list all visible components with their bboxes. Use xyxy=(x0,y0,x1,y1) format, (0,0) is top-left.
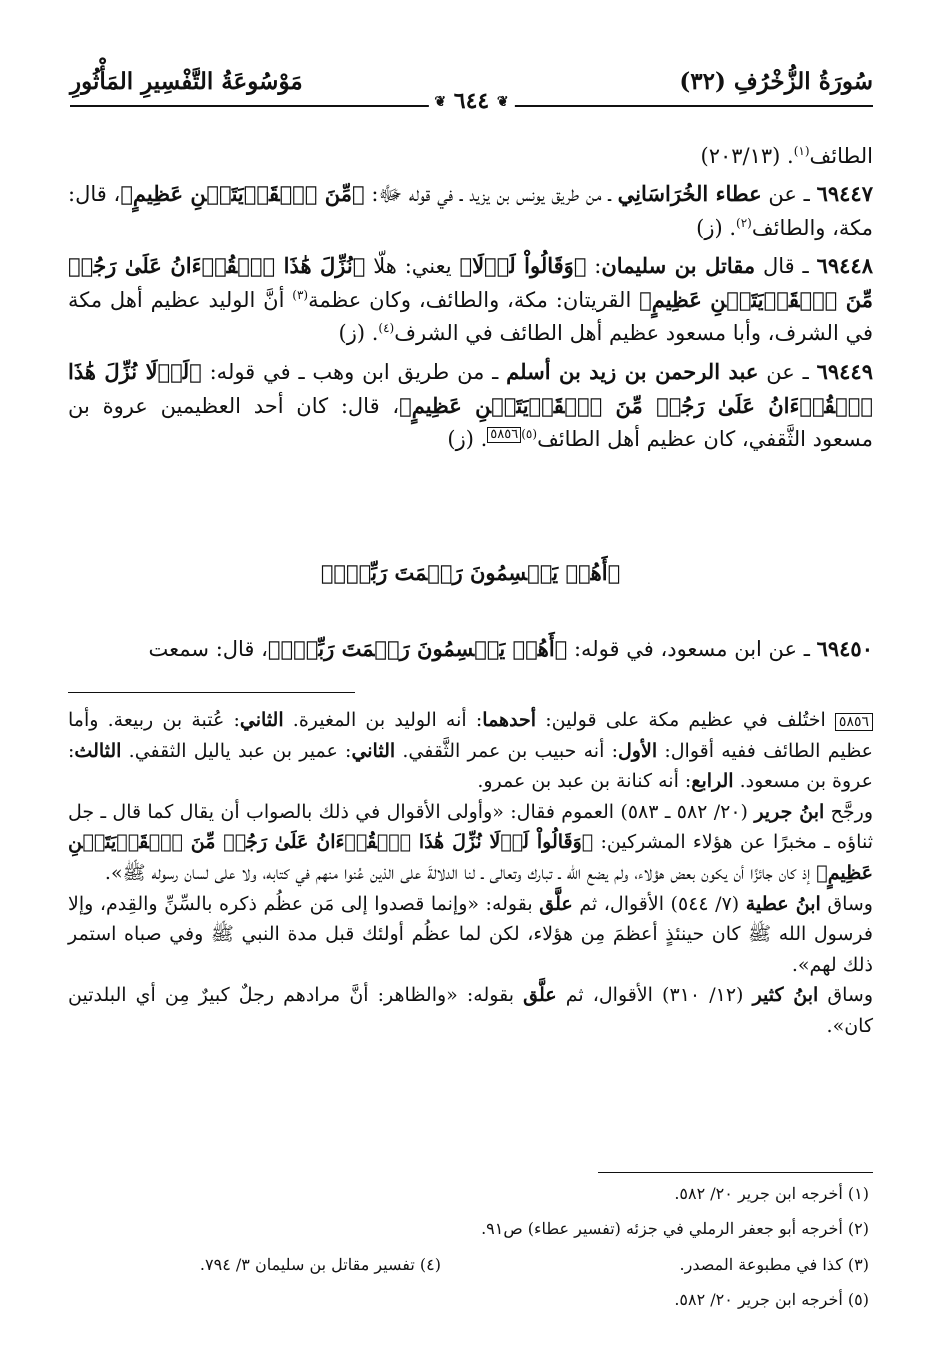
footnote-5: (٥) أخرجه ابن جرير ٢٠/ ٥٨٢. xyxy=(674,1290,869,1309)
quran-quote: ﴿مِّنَ ٱلۡقَرۡيَتَيۡنِ عَظِيمٍ﴾ xyxy=(120,181,365,207)
quran-quote: ﴿نُزِّلَ هَٰذَا ٱلۡقُرۡءَانُ عَلَىٰ رَجُلٖ مِّنَ ٱلۡقَرۡيَتَيۡنِ عَظِيمٍ﴾ xyxy=(68,252,873,313)
commentary-ref-box[interactable]: ٥٨٥٦ xyxy=(487,427,521,443)
footnote-3: (٣) كذا في مطبوعة المصدر. xyxy=(679,1255,869,1274)
commentary-notes xyxy=(68,705,873,1042)
commentary-ref-box: ٥٨٥٦ xyxy=(835,713,873,731)
footnote-marker: (٢) xyxy=(736,215,752,230)
footnote-2: (٢) أخرجه أبو جعفر الرملي في جزئه (تفسير عطاء) ص٩١. xyxy=(481,1219,869,1238)
note-paragraph: وساق ابنُ كثير (١٢/ ٣١٠) الأقوال، ثم علَّق بقوله: «والظاهر: أنَّ مرادهم رجلٌ كبيرٌ مِن أي البلدتين كان». xyxy=(68,984,873,1037)
ornament-icon: ❦ xyxy=(434,94,447,110)
footnote-marker: (٣) xyxy=(292,288,309,303)
quran-quote: ﴿أَهُمۡ يَقۡسِمُونَ رَحۡمَتَ رَبِّكَۚ﴾ xyxy=(267,636,568,661)
narration-number: ٦٩٤٥٠ xyxy=(816,636,873,661)
page-number-block xyxy=(428,88,514,114)
note-paragraph: وساق ابنُ عطية (٧/ ٥٤٤) الأقوال، ثم علَّق بقوله: «وإنما قصدوا إلى مَن عظُم ذكره بالسِّنِّ والقِدم، وإلا فرسول الله ﷺ كان حينئذٍ أعظمَ مِن هؤلاء، لكن لما عظُم أولئك قبل مدة النبي ﷺ وفي صباه استمر ذلك لهم». xyxy=(68,892,873,976)
narration-number: ٦٩٤٤٧ xyxy=(816,181,873,207)
footnote-marker: (٤) xyxy=(378,321,395,336)
narrator-name: مقاتل بن سليمان xyxy=(601,252,756,278)
narration-69450: ٦٩٤٥٠ ـ عن ابن مسعود، في قوله: ﴿أَهُمۡ يَقۡسِمُونَ رَحۡمَتَ رَبِّكَۚ﴾، قال: سمعت xyxy=(148,636,873,661)
narration-number: ٦٩٤٤٩ xyxy=(816,358,873,384)
footnotes-divider xyxy=(598,1172,873,1173)
note-paragraph: ٥٨٥٦ اختُلف في عظيم مكة على قولين: أحدهما: أنه الوليد بن المغيرة. الثاني: عُتبة بن ربيعة. وأما عظيم الطائف ففيه أقوال: الأول: أنه حبيب بن عمر الثَّقفي. الثاني: عمير بن عبد ياليل الثقفي. الثالث: عروة بن مسعود. الرابع: أنه كنانة بن عبد بن عمرو. xyxy=(68,709,873,793)
footnote-4: (٤) تفسير مقاتل بن سليمان ٣/ ٧٩٤. xyxy=(199,1255,441,1274)
notes-divider xyxy=(68,692,355,693)
main-text xyxy=(68,140,873,461)
quran-quote: ﴿وَقَالُواْ لَوۡلَا نُزِّلَ هَٰذَا ٱلۡقُرۡءَانُ عَلَىٰ رَجُلٖ مِّنَ ٱلۡقَرۡيَتَيۡنِ عَظِيمٍ﴾ xyxy=(68,831,873,884)
narration-number: ٦٩٤٤٨ xyxy=(816,252,873,278)
footnote-1: (١) أخرجه ابن جرير ٢٠/ ٥٨٢. xyxy=(674,1184,869,1203)
quran-quote: ﴿لَوۡلَا نُزِّلَ هَٰذَا ٱلۡقُرۡءَانُ عَلَىٰ رَجُلٖ مِّنَ ٱلۡقَرۡيَتَيۡنِ عَظِيمٍ﴾ xyxy=(68,358,873,419)
quran-quote: ﴿وَقَالُواْ لَوۡلَا﴾ xyxy=(459,252,587,278)
book-title: مَوْسُوعَةُ التَّفْسِيرِ المَأْثُورِ xyxy=(70,68,303,95)
page-header xyxy=(70,60,873,114)
narration-69449: ٦٩٤٤٩ ـ عن عبد الرحمن بن زيد بن أسلم ـ من طريق ابن وهب ـ في قوله: ﴿لَوۡلَا نُزِّلَ هَٰذَا ٱلۡقُرۡءَانُ عَلَىٰ رَجُلٖ مِّنَ ٱلۡقَرۡيَتَيۡنِ عَظِيمٍ﴾، قال: كان أحد العظيمين عروة بن مسعود الثَّقفي، كان عظيم أهل الطائف$^{(٥)}$٥٨٥٦. (ز) xyxy=(68,358,873,452)
narrator-name: عبد الرحمن بن زيد بن أسلم xyxy=(506,358,759,384)
footnote-marker: (١) xyxy=(793,144,810,158)
narration-69447: ٦٩٤٤٧ ـ عن عطاء الخُرَاسَانِي ـ من طريق يونس بن يزيد ـ في قوله ﷻ: ﴿مِّنَ ٱلۡقَرۡيَتَيۡنِ عَظِيمٍ﴾، قال: مكة، والطائف$^{(٢)}$. (ز) xyxy=(68,181,873,240)
footnote-marker: (٥) xyxy=(521,427,538,442)
ornament-icon: ❦ xyxy=(496,94,509,110)
narration-69448: ٦٩٤٤٨ ـ قال مقاتل بن سليمان: ﴿وَقَالُواْ لَوۡلَا﴾ يعني: هلّا ﴿نُزِّلَ هَٰذَا ٱلۡقُرۡءَانُ عَلَىٰ رَجُلٖ مِّنَ ٱلۡقَرۡيَتَيۡنِ عَظِيمٍ﴾ القريتان: مكة، والطائف، وكان عظمة$^{(٣)}$ أنَّ الوليد عظيم أهل مكة في الشرف، وأبا مسعود عظيم أهل الطائف في الشرف$^{(٤)}$. (ز) xyxy=(68,252,873,346)
narrator-name: عطاء الخُرَاسَانِي xyxy=(617,181,762,207)
page-number: ٦٤٤ xyxy=(453,88,490,114)
sura-title: سُورَةُ الزُّخْرُفِ (٣٢) xyxy=(679,68,873,95)
paragraph-continuation: الطائف$^{(١)}$. (٢٠٣/١٣) xyxy=(700,144,873,168)
verse-heading: ﴿أَهُمۡ يَقۡسِمُونَ رَحۡمَتَ رَبِّكَۚ﴾ xyxy=(320,560,621,585)
note-paragraph: ورجَّح ابنُ جرير (٢٠/ ٥٨٢ ـ ٥٨٣) العموم فقال: «وأولى الأقوال في ذلك بالصواب أن يقال كما قال ـ جل ثناؤه ـ مخبرًا عن هؤلاء المشركين: ﴿وَقَالُواْ لَوۡلَا نُزِّلَ هَٰذَا ٱلۡقُرۡءَانُ عَلَىٰ رَجُلٖ مِّنَ ٱلۡقَرۡيَتَيۡنِ عَظِيمٍ﴾ إذ كان جائزًا أن يكون بعض هؤلاء، ولم يضع الله ـ تبارك وتعالى ـ لنا الدلالةَ على الذين عُنوا منهم في كتابه، ولا على لسان رسوله ﷺ». xyxy=(68,800,873,884)
